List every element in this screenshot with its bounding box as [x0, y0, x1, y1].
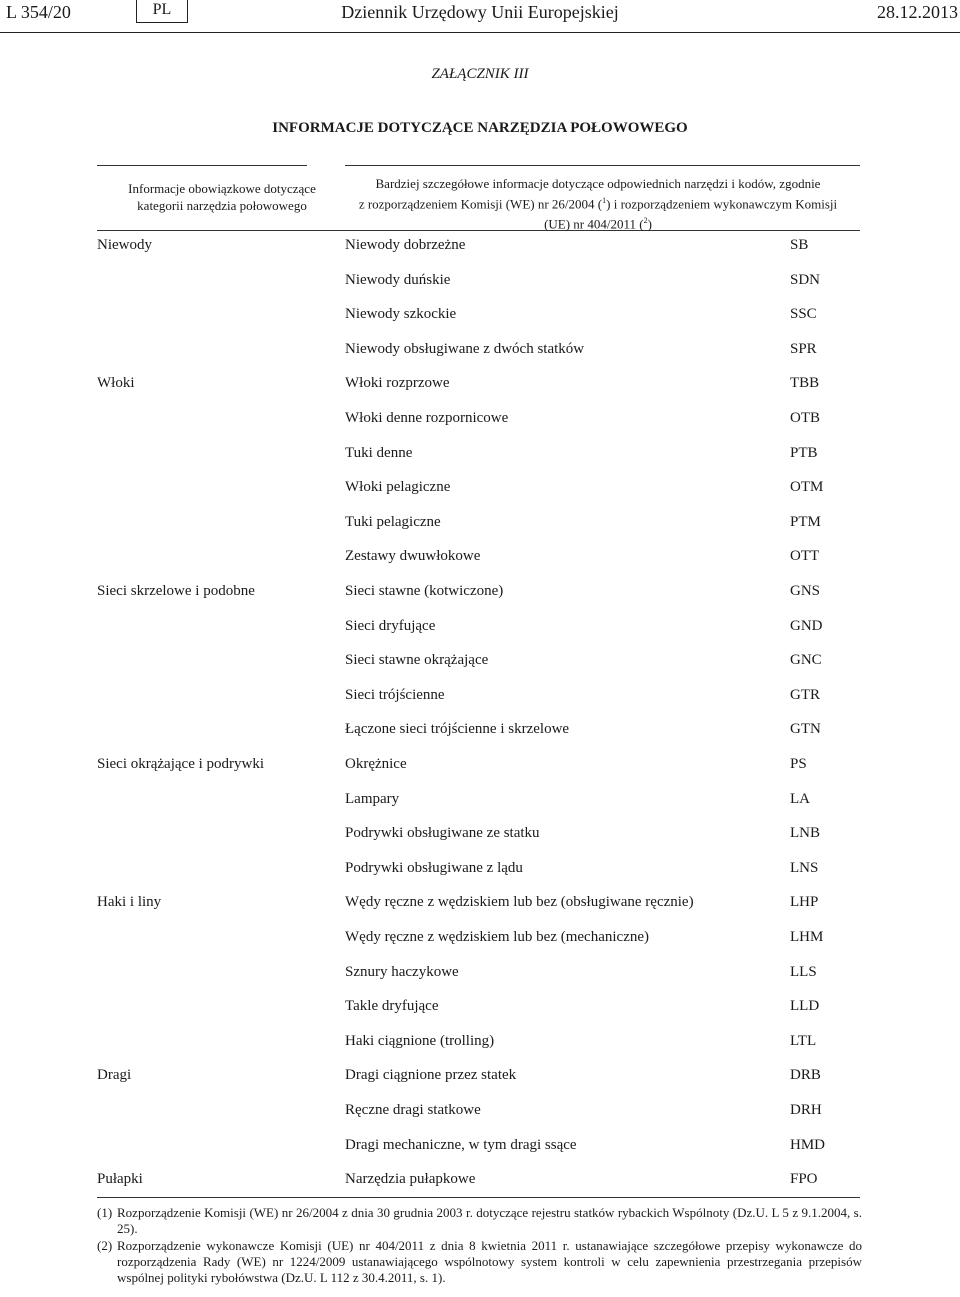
publication-date: 28.12.2013 — [877, 2, 958, 22]
column-header-category-line: kategorii narzędzia połowowego — [137, 198, 307, 213]
gear-code: PS — [790, 756, 807, 772]
table-top-rule-left — [97, 165, 307, 166]
gear-name: Ręczne dragi statkowe — [345, 1102, 481, 1118]
gear-code: GNS — [790, 583, 821, 599]
gear-code: GTN — [790, 721, 821, 737]
table-top-rule-right — [345, 165, 860, 166]
gear-code: DRH — [790, 1102, 822, 1118]
footnote-text: Rozporządzenie Komisji (WE) nr 26/2004 z dnia 30 grudnia 2003 r. dotyczące rejestru statków rybackich Wspólnoty (Dz.U. L 5 z 9.1.2004, s. 25). — [117, 1205, 862, 1236]
gear-name: Podrywki obsługiwane z lądu — [345, 860, 523, 876]
gear-name: Wędy ręczne z wędziskiem lub bez (obsługiwane ręcznie) — [345, 894, 694, 910]
gear-code: LLS — [790, 964, 817, 980]
column-header-category-line: Informacje obowiązkowe dotyczące — [128, 181, 316, 196]
gear-code: LHM — [790, 929, 824, 945]
column-header-details-line — [338, 192, 858, 212]
document-title: INFORMACJE DOTYCZĄCE NARZĘDZIA POŁOWOWEGO — [272, 120, 688, 136]
gear-code: GND — [790, 618, 823, 634]
text-segment: (UE) nr 404/2011 ( — [544, 216, 644, 232]
footnote-ref: 1 — [602, 196, 607, 205]
gear-name: Podrywki obsługiwane ze statku — [345, 825, 540, 841]
gear-category: Dragi — [97, 1067, 132, 1083]
gear-category: Pułapki — [97, 1171, 143, 1187]
journal-title: Dziennik Urzędowy Unii Europejskiej — [341, 2, 619, 22]
footnote-number: (2) — [97, 1238, 113, 1253]
gear-name: Niewody dobrzeżne — [345, 237, 466, 253]
gear-name: Włoki rozprzowe — [345, 375, 450, 391]
gear-name: Okrężnice — [345, 756, 407, 772]
gear-name: Sieci stawne okrążające — [345, 652, 489, 668]
gear-code: OTM — [790, 479, 824, 495]
column-header-details-line — [338, 212, 858, 232]
gear-name: Dragi ciągnione przez statek — [345, 1067, 517, 1083]
footnote-number: (1) — [97, 1205, 113, 1220]
gear-code: SDN — [790, 272, 821, 288]
gear-code: OTT — [790, 548, 820, 564]
page-reference: L 354/20 — [6, 2, 71, 22]
gear-code: LA — [790, 791, 810, 807]
table-bottom-rule — [97, 1197, 860, 1198]
gear-code: PTM — [790, 514, 821, 530]
gear-category: Haki i liny — [97, 894, 162, 910]
gear-name: Dragi mechaniczne, w tym dragi ssące — [345, 1137, 577, 1153]
gear-code: OTB — [790, 410, 820, 426]
gear-name: Sieci stawne (kotwiczone) — [345, 583, 504, 599]
gear-name: Tuki denne — [345, 445, 413, 461]
gear-code: DRB — [790, 1067, 821, 1083]
column-header-details — [338, 175, 858, 233]
text-segment: ) — [647, 216, 652, 232]
gear-name: Wędy ręczne z wędziskiem lub bez (mechaniczne) — [345, 929, 649, 945]
gear-name: Lampary — [345, 791, 400, 807]
gear-code: FPO — [790, 1171, 818, 1187]
text-segment: z rozporządzeniem Komisji (WE) nr 26/2004 ( — [358, 196, 603, 212]
gear-category: Sieci skrzelowe i podobne — [97, 583, 255, 599]
gear-name: Tuki pelagiczne — [345, 514, 441, 530]
gear-category: Niewody — [97, 237, 152, 253]
gear-name: Sieci dryfujące — [345, 618, 436, 634]
gear-code: GTR — [790, 687, 820, 703]
gear-name: Haki ciągnione (trolling) — [345, 1033, 495, 1049]
gear-code: PTB — [790, 445, 818, 461]
column-header-details-line: Bardziej szczegółowe informacje dotyczące odpowiednich narzędzi i kodów, zgodnie — [375, 176, 821, 191]
language-box: PL — [136, 0, 188, 23]
gear-code: LHP — [790, 894, 819, 910]
gear-name: Sznury haczykowe — [345, 964, 459, 980]
gear-name: Narzędzia pułapkowe — [345, 1171, 476, 1187]
gear-code: SB — [790, 237, 809, 253]
gear-code: LLD — [790, 998, 820, 1014]
gear-name: Włoki pelagiczne — [345, 479, 451, 495]
text-segment: ) i rozporządzeniem wykonawczym Komisji — [606, 196, 838, 212]
gear-category: Sieci okrążające i podrywki — [97, 756, 265, 772]
gear-category: Włoki — [97, 375, 135, 391]
gear-name: Niewody obsługiwane z dwóch statków — [345, 341, 585, 357]
gear-code: LNB — [790, 825, 820, 841]
gear-code: SPR — [790, 341, 817, 357]
gear-name: Niewody szkockie — [345, 306, 457, 322]
gear-name: Włoki denne rozpornicowe — [345, 410, 509, 426]
gear-code: LNS — [790, 860, 819, 876]
gear-name: Niewody duńskie — [345, 272, 451, 288]
footnote-text: Rozporządzenie wykonawcze Komisji (UE) nr 404/2011 z dnia 8 kwietnia 2011 r. ustanawiające szczegółowe przepisy wykonawcze do rozporządzenia Rady (WE) nr 1224/2009 ustanawiającego wspólnotowy system kontroli w celu zapewnienia przestrzegania przepisów wspólnej polityki rybołówstwa (Dz.U. L 112 z 30.4.2011, s. 1). — [117, 1238, 862, 1285]
gear-name: Zestawy dwuwłokowe — [345, 548, 481, 564]
page-header — [0, 0, 960, 34]
gear-name: Sieci trójścienne — [345, 687, 445, 703]
gear-code: LTL — [790, 1033, 817, 1049]
gear-code: HMD — [790, 1137, 826, 1153]
header-divider — [0, 32, 960, 33]
gear-name: Łączone sieci trójścienne i skrzelowe — [345, 721, 570, 737]
gear-code: GNC — [790, 652, 822, 668]
footnote-ref: 2 — [643, 216, 648, 226]
gear-name: Takle dryfujące — [345, 998, 439, 1014]
annex-label: ZAŁĄCZNIK III — [431, 66, 529, 82]
column-header-category — [100, 180, 344, 214]
gear-code: SSC — [790, 306, 817, 322]
gear-code: TBB — [790, 375, 820, 391]
